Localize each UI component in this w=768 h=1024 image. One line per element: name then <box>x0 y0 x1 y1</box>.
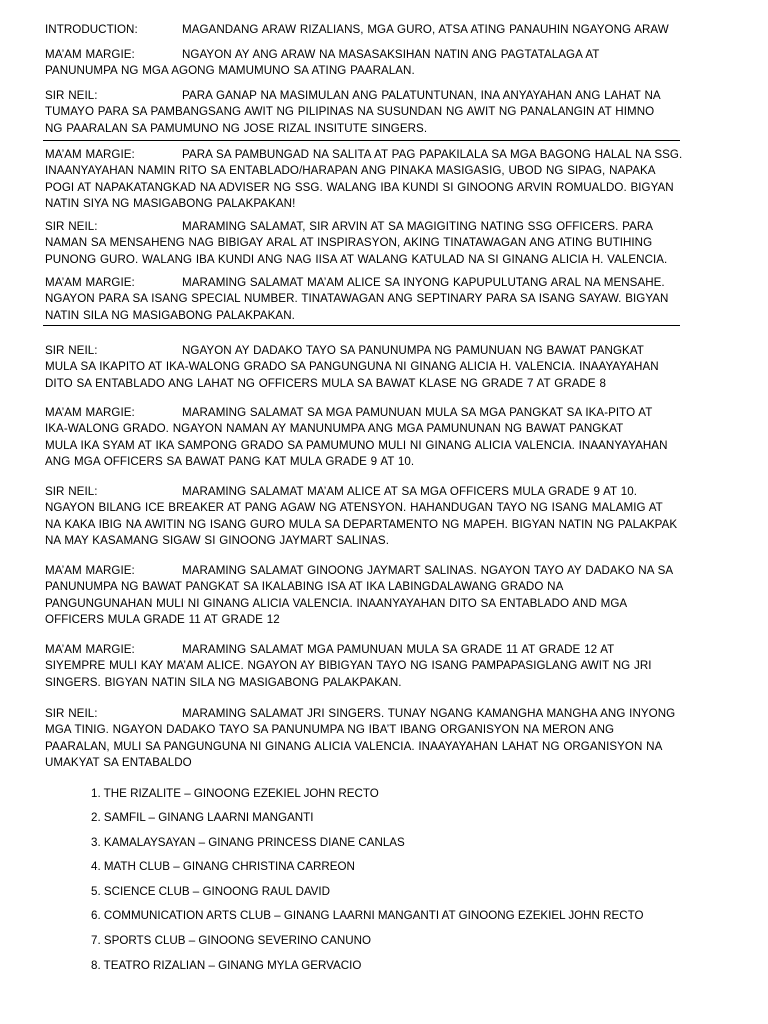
org-list-item: 3. KAMALAYSAYAN – GINANG PRINCESS DIANE CANLAS <box>91 836 405 849</box>
paragraph-line: POGI AT NAPAKATANGKAD NA ADVISER NG SSG. WALANG IBA KUNDI SI GINOONG ARVIN ROMUALDO. BIGYAN <box>45 180 674 194</box>
speaker-label: MA’AM MARGIE: <box>45 148 135 161</box>
script-paragraph <box>45 88 685 137</box>
speaker-label: MA’AM MARGIE: <box>45 564 135 577</box>
speaker-label: MA’AM MARGIE: <box>45 643 135 656</box>
paragraph-line: PANGUNGUNAHAN MULI NI GINANG ALICIA VALENCIA. INAANYAYAHAN DITO SA ENTABLADO AND MGA <box>45 596 628 610</box>
speaker-label: SIR NEIL: <box>45 89 98 102</box>
script-paragraph <box>45 405 685 471</box>
paragraph-line: MARAMING SALAMAT JRI SINGERS. TUNAY NGANG KAMANGHA MANGHA ANG INYONG <box>182 707 676 720</box>
script-paragraph <box>45 275 685 324</box>
paragraph-line: PUNONG GURO. WALANG IBA KUNDI ANG NAG IISA AT WALANG KATULAD NA SI GINANG ALICIA H. VALENCIA. <box>45 252 668 266</box>
section-divider <box>43 140 680 141</box>
speaker-label: SIR NEIL: <box>45 344 98 357</box>
speaker-label: SIR NEIL: <box>45 707 98 720</box>
paragraph-line: NATIN SILA NG MASIGABONG PALAKPAKAN. <box>45 308 295 322</box>
paragraph-line: IKA-WALONG GRADO. NGAYON NAMAN AY MANUNUMPA ANG MGA PAMUNUNAN NG BAWAT PANGKAT <box>45 422 624 436</box>
paragraph-line: UMAKYAT SA ENTABALDO <box>45 756 192 770</box>
paragraph-line: ANG MGA OFFICERS SA BAWAT PANG KAT MULA GRADE 9 AT 10. <box>45 455 415 469</box>
paragraph-line: MARAMING SALAMAT MA’AM ALICE SA INYONG KAPUPULUTANG ARAL NA MENSAHE. <box>182 276 665 289</box>
paragraph-line: NATIN SIYA NG MASIGABONG PALAKPAKAN! <box>45 197 296 211</box>
speaker-label: SIR NEIL: <box>45 485 98 498</box>
paragraph-line: MARAMING SALAMAT, SIR ARVIN AT SA MAGIGITING NATING SSG OFFICERS. PARA <box>182 220 654 233</box>
paragraph-line: NA KAKA IBIG NA AWITIN NG ISANG GURO MULA SA DEPARTAMENTO NG MAPEH. BIGYAN NATIN NG PALAKPAK <box>45 517 678 531</box>
paragraph-line: INAANYAYAHAN NAMIN RITO SA ENTABLADO/HARAPAN ANG PINAKA MASIGASIG, UBOD NG SIPAG, NAPAKA <box>45 164 656 178</box>
org-list-item: 7. SPORTS CLUB – GINOONG SEVERINO CANUNO <box>91 934 372 947</box>
paragraph-line: MULA SA IKAPITO AT IKA-WALONG GRADO SA PANGUNGUNA NI GINANG ALICIA H. VALENCIA. INAAYAYAHAN <box>45 360 659 374</box>
paragraph-line: OFFICERS MULA GRADE 11 AT GRADE 12 <box>45 613 280 627</box>
org-list-item: 4. MATH CLUB – GINANG CHRISTINA CARREON <box>91 860 355 873</box>
script-paragraph <box>45 706 685 772</box>
paragraph-line: PARA GANAP NA MASIMULAN ANG PALATUNTUNAN, INA ANYAYAHAN ANG LAHAT NA <box>182 89 661 102</box>
org-list-item: 6. COMMUNICATION ARTS CLUB – GINANG LAARNI MANGANTI AT GINOONG EZEKIEL JOHN RECTO <box>91 909 644 922</box>
script-paragraph <box>45 22 685 38</box>
paragraph-line: SIYEMPRE MULI KAY MA’AM ALICE. NGAYON AY BIBIGYAN TAYO NG ISANG PAMPAPASIGLANG AWIT NG JRI <box>45 659 652 673</box>
paragraph-line: PAARALAN, MULI SA PANGUNGUNA NI GINANG ALICIA VALENCIA. INAAYAYAHAN LAHAT NG ORGANISYON NA <box>45 739 663 753</box>
paragraph-line: MULA IKA SYAM AT IKA SAMPONG GRADO SA PAMUMUNO MULI NI GINANG ALICIA VALENCIA. INAANYAYAHAN <box>45 438 668 452</box>
paragraph-line: NG PAARALAN SA PAMUMUNO NG JOSE RIZAL INSITUTE SINGERS. <box>45 121 428 135</box>
script-paragraph <box>45 642 685 691</box>
paragraph-line: DITO SA ENTABLADO ANG LAHAT NG OFFICERS MULA SA BAWAT KLASE NG GRADE 7 AT GRADE 8 <box>45 376 606 390</box>
paragraph-line: NA MAY KASAMANG SIGAW SI GINOONG JAYMART SALINAS. <box>45 534 389 548</box>
section-divider <box>43 325 680 326</box>
paragraph-line: NGAYON BILANG ICE BREAKER AT PANG AGAW NG ATENSYON. HAHANDUGAN TAYO NG ISANG MALAMIG AT <box>45 501 663 515</box>
speaker-label: INTRODUCTION: <box>45 23 138 36</box>
speaker-label: MA’AM MARGIE: <box>45 276 135 289</box>
paragraph-line: MARAMING SALAMAT MA’AM ALICE AT SA MGA OFFICERS MULA GRADE 9 AT 10. <box>182 485 637 498</box>
speaker-label: MA’AM MARGIE: <box>45 48 135 61</box>
script-paragraph <box>45 343 685 392</box>
paragraph-line: PARA SA PAMBUNGAD NA SALITA AT PAG PAPAKILALA SA MGA BAGONG HALAL NA SSG. <box>182 148 683 161</box>
org-list-item: 2. SAMFIL – GINANG LAARNI MANGANTI <box>91 811 314 824</box>
org-list-item: 8. TEATRO RIZALIAN – GINANG MYLA GERVACIO <box>91 959 362 972</box>
org-list-item: 5. SCIENCE CLUB – GINOONG RAUL DAVID <box>91 885 331 898</box>
paragraph-line: PANUNUMPA NG BAWAT PANGKAT SA IKALABING ISA AT IKA LABINGDALAWANG GRADO NA <box>45 580 564 594</box>
paragraph-line: NGAYON AY DADAKO TAYO SA PANUNUMPA NG PAMUNUAN NG BAWAT PANGKAT <box>182 344 644 357</box>
script-paragraph <box>45 47 685 80</box>
paragraph-line: NGAYON AY ANG ARAW NA MASASAKSIHAN NATIN ANG PAGTATALAGA AT <box>182 48 600 61</box>
script-paragraph <box>45 147 685 213</box>
speaker-label: MA’AM MARGIE: <box>45 406 135 419</box>
paragraph-line: MARAMING SALAMAT GINOONG JAYMART SALINAS. NGAYON TAYO AY DADAKO NA SA <box>182 564 674 577</box>
paragraph-line: TUMAYO PARA SA PAMBANGSANG AWIT NG PILIPINAS NA SUSUNDAN NG AWIT NG PANALANGIN AT HIMNO <box>45 105 655 119</box>
paragraph-line: NAMAN SA MENSAHENG NAG BIBIGAY ARAL AT INSPIRASYON, AKING TINATAWAGAN ANG ATING BUTIHING <box>45 236 653 250</box>
paragraph-line: MGA TINIG. NGAYON DADAKO TAYO SA PANUNUMPA NG IBA’T IBANG ORGANISYON NA MERON ANG <box>45 723 615 737</box>
paragraph-line: MAGANDANG ARAW RIZALIANS, MGA GURO, ATSA ATING PANAUHIN NGAYONG ARAW <box>182 23 669 36</box>
script-paragraph <box>45 484 685 550</box>
script-paragraph <box>45 219 685 268</box>
speaker-label: SIR NEIL: <box>45 220 98 233</box>
paragraph-line: NGAYON PARA SA ISANG SPECIAL NUMBER. TINATAWAGAN ANG SEPTINARY PARA SA ISANG SAYAW. BIGYAN <box>45 292 669 306</box>
paragraph-line: MARAMING SALAMAT SA MGA PAMUNUAN MULA SA MGA PANGKAT SA IKA-PITO AT <box>182 406 653 419</box>
org-list-item: 1. THE RIZALITE – GINOONG EZEKIEL JOHN RECTO <box>91 787 379 800</box>
paragraph-line: PANUNUMPA NG MGA AGONG MAMUMUNO SA ATING PAARALAN. <box>45 64 415 78</box>
script-paragraph <box>45 563 685 629</box>
paragraph-line: SINGERS. BIGYAN NATIN SILA NG MASIGABONG PALAKPAKAN. <box>45 675 402 689</box>
paragraph-line: MARAMING SALAMAT MGA PAMUNUAN MULA SA GRADE 11 AT GRADE 12 AT <box>182 643 615 656</box>
